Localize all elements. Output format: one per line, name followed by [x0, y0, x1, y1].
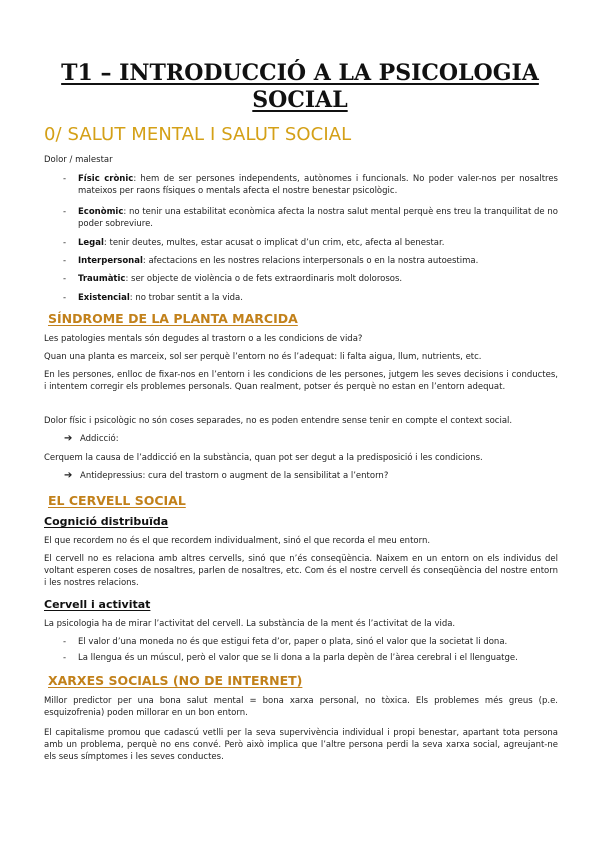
- section-heading-cervell: EL CERVELL SOCIAL: [48, 493, 186, 508]
- list-item: La llengua és un múscul, però el valor que se li dona a la parla depèn de l’àrea cerebral i el llenguatge.: [78, 653, 518, 663]
- section-heading-planta: SÍNDROME DE LA PLANTA MARCIDA: [48, 311, 298, 326]
- item-term: Interpersonal: [78, 256, 143, 266]
- list-item: [78, 173, 558, 197]
- list-item: [78, 255, 558, 267]
- paragraph: Quan una planta es marceix, sol ser perquè l’entorn no és l’adequat: li falta aigua, llum, nutrients, etc.: [44, 352, 482, 362]
- list-dash: -: [63, 274, 67, 284]
- paragraph: El que recordem no és el que recordem individualment, sinó el que recorda el meu entorn.: [44, 536, 431, 546]
- subheading-activitat: Cervell i activitat: [44, 598, 151, 611]
- list-item: [78, 206, 558, 230]
- section-heading-xarxes: XARXES SOCIALS (NO DE INTERNET): [48, 673, 303, 688]
- list-item: [78, 273, 558, 285]
- arrow-icon: ➔: [64, 470, 73, 481]
- subheading-cognicio: Cognició distribuïda: [44, 515, 169, 528]
- item-term: Traumàtic: [78, 274, 126, 284]
- item-term: Legal: [78, 238, 104, 248]
- list-dash: -: [63, 256, 67, 266]
- item-term: Existencial: [78, 293, 130, 303]
- item-term: Econòmic: [78, 207, 124, 217]
- paragraph: El cervell no es relaciona amb altres cervells, sinó que n’és conseqüència. Naixem en un entorn on els individus del voltant esperen coses de nosaltres, parlen de nosaltres, etc. Com és el nostre cervell és conseqüència del nostre entorn i les nostres relacions.: [44, 554, 558, 589]
- arrow-item-text: Addicció:: [80, 434, 119, 444]
- paragraph: La psicologia ha de mirar l’activitat del cervell. La substància de la ment és l’activitat de la vida.: [44, 619, 456, 629]
- item-text: : tenir deutes, multes, estar acusat o implicat d’un crim, etc, afecta al benestar.: [103, 238, 445, 248]
- paragraph: Millor predictor per una bona salut mental = bona xarxa personal, no tòxica. Els problemes més greus (p.e. esquizofrenia) poden millorar en un bon entorn.: [44, 696, 558, 719]
- item-text: : ser objecte de violència o de fets extraordinaris molt dolorosos.: [125, 274, 403, 284]
- item-text: : no tenir una estabilitat econòmica afecta la nostra salut mental perquè ens treu la tranquilitat de no poder sobreviure.: [78, 207, 558, 230]
- list-dash: -: [63, 207, 67, 217]
- list-item: [78, 292, 558, 304]
- title-line-1: T1 – INTRODUCCIÓ A LA PSICOLOGIA: [61, 60, 539, 86]
- item-text: : no trobar sentit a la vida.: [129, 293, 243, 303]
- paragraph: Les patologies mentals són degudes al trastorn o a les condicions de vida?: [44, 334, 363, 344]
- paragraph: Cerquem la causa de l’addicció en la substància, quan pot ser degut a la predisposició i les condicions.: [44, 453, 483, 463]
- list-dash: -: [63, 174, 67, 184]
- item-text: : afectacions en les nostres relacions interpersonals o en la nostra autoestima.: [142, 256, 479, 266]
- title-line-2: SOCIAL: [252, 87, 348, 113]
- list-dash: -: [63, 637, 67, 647]
- arrow-item: [64, 433, 119, 445]
- intro-text: Dolor / malestar: [44, 155, 113, 165]
- section-heading-salut: 0/ SALUT MENTAL I SALUT SOCIAL: [44, 124, 352, 145]
- paragraph: En les persones, enlloc de fixar-nos en l’entorn i les condicions de les persones, jutgem les seves decisions i conductes, i intentem corregir els problemes personals. Quan realment, potser és perquè no estan en l’entorn adequat.: [44, 370, 558, 393]
- list-dash: -: [63, 238, 67, 248]
- list-dash: -: [63, 293, 67, 303]
- paragraph: El capitalisme promou que cadascú vetlli per la seva supervivència individual i propi benestar, apartant tota persona amb un problema, perquè no ens convé. Però això implica que l’altre persona perdi la seva xarxa social, agreujant-ne els seus símptomes i les seves conductes.: [44, 728, 558, 763]
- paragraph: Dolor físic i psicològic no són coses separades, no es poden entendre sense tenir en compte el context social.: [44, 416, 513, 426]
- arrow-item-text: Antidepressius: cura del trastorn o augment de la sensibilitat a l’entorn?: [80, 471, 389, 481]
- list-dash: -: [63, 653, 67, 663]
- list-item: [78, 237, 558, 249]
- item-text: : hem de ser persones independents, autònomes i funcionals. No poder valer-nos per nosaltres mateixos per raons físiques o mentals afecta el nostre benestar psicològic.: [78, 174, 558, 197]
- item-term: Físic crònic: [78, 174, 134, 184]
- list-item: El valor d’una moneda no és que estigui feta d’or, paper o plata, sinó el valor que la societat li dona.: [78, 637, 508, 647]
- page-title: [40, 60, 560, 114]
- arrow-item: [64, 470, 388, 482]
- arrow-icon: ➔: [64, 433, 73, 444]
